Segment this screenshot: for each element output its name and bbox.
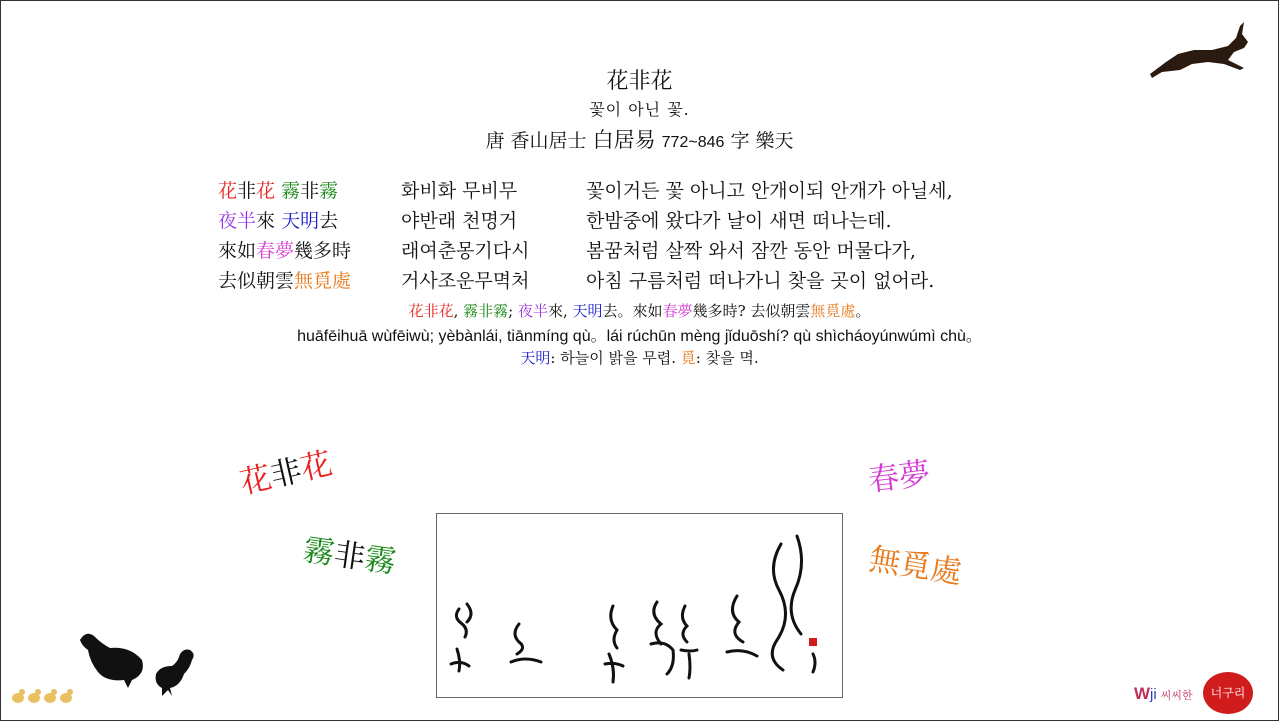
logo-ji: ji [1150,686,1157,703]
deco-hua-fei-hua: 花非花 [236,445,336,502]
poem-row [218,206,953,236]
poem-hanja: 花非花 霧非霧 [218,180,339,202]
author-years: 772~846 [661,134,725,151]
poem-reading: 야반래 천명거 [401,210,518,232]
poem-meaning: 꽃이거든 꽃 아니고 안개이되 안개가 아닐세, [586,180,953,202]
hen-icon [76,628,148,690]
poem-reading: 화비화 무비무 [401,180,518,202]
poem-reading: 래여춘몽기다시 [401,240,530,262]
calligraphy-artwork [436,513,843,698]
pinyin-line: huāfēihuā wùfēiwù; yèbànlái, tiānmíng qù。lái rúchūn mèng jǐduōshí? qù shìcháoyúnwúmì chù。 [297,328,982,345]
rooster-icon [150,646,198,698]
logo-w: W [1134,684,1151,703]
antelope-icon [1148,20,1256,80]
poem-meaning: 한밤중에 왔다가 날이 새면 떠나는데. [586,210,892,232]
poem-summary: 花非花, 霧非霧; 夜半來, 天明去。來如春夢幾多時? 去似朝雲無覓處。 [408,302,871,320]
seal-stamp-icon [809,638,817,646]
author-line [0,124,1279,154]
chicks-icon [10,684,78,706]
stamp-badge: 너구리 [1203,672,1253,714]
note-term: 天明 [520,349,551,367]
deco-wu-fei-wu: 霧非霧 [301,532,399,581]
author-suffix: 字 樂天 [730,130,794,152]
logo-small: 씨씨한 [1160,690,1193,702]
deco-chunmeng: 春夢 [866,455,933,499]
poem-meaning: 아침 구름처럼 떠나가니 찾을 곳이 없어라. [586,270,935,292]
note-definition: : 하늘이 밝을 무렵. [550,349,676,367]
note-term: 覓 [680,349,696,367]
notes-line [0,347,1279,368]
poem-hanja: 夜半來 天明去 [218,210,339,232]
poem-subtitle: 꽃이 아닌 꽃. [589,100,690,119]
footer-logo [1134,684,1193,704]
deco-wumichu: 無覓處 [866,541,965,592]
author-prefix: 唐 香山居士 [485,130,587,152]
poem-row [218,236,953,266]
poem-hanja: 去似朝雲無覓處 [218,270,352,292]
poem-block [218,176,953,296]
note-definition: : 찾을 멱. [695,349,759,367]
poem-row [218,266,953,296]
poem-title: 花非花 [606,69,673,94]
poem-reading: 거사조운무멱처 [401,270,530,292]
author-name: 白居易 [592,128,656,152]
poem-hanja: 來如春夢幾多時 [218,240,352,262]
poem-meaning: 봄꿈처럼 살짝 와서 잠깐 동안 머물다가, [586,240,916,262]
poem-row [218,176,953,206]
